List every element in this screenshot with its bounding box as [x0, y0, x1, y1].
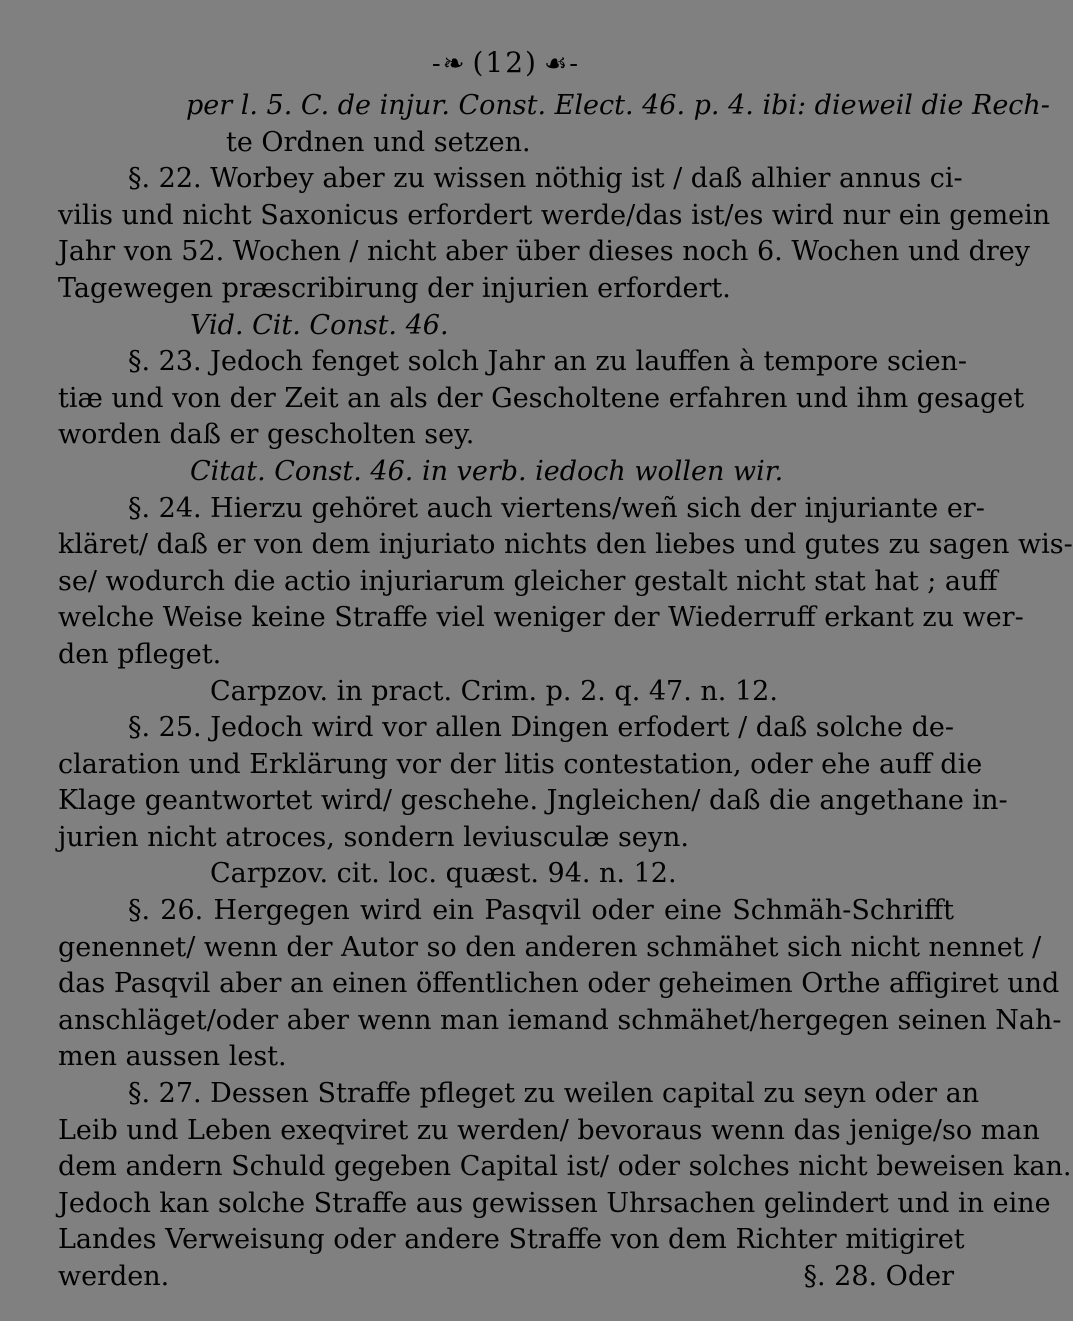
- text-line: Landes Verweisung oder andere Straffe von dem Richter mitigiret: [58, 1224, 965, 1256]
- text-line: kläret/ daß er von dem injuriato nichts den liebes und gutes zu sagen wis-: [58, 529, 1073, 561]
- text-line: claration und Erklärung vor der litis contestation, oder ehe auff die: [58, 748, 983, 780]
- citation-line: Carpzov. in pract. Crim. p. 2. q. 47. n. 12.: [210, 675, 778, 707]
- text-line: §. 27. Dessen Straffe pfleget zu weilen capital zu seyn oder an: [128, 1078, 980, 1110]
- citation-line: Carpzov. cit. loc. quæst. 94. n. 12.: [210, 858, 677, 890]
- text-line: den pfleget.: [58, 638, 222, 670]
- catchword: §. 28. Oder: [803, 1261, 954, 1292]
- text-line: Klage geantwortet wird/ geschehe. Jngleichen/ daß die angethane in-: [58, 785, 1008, 817]
- citation-line: Vid. Cit. Const. 46.: [190, 309, 449, 341]
- text-line: §. 25. Jedoch wird vor allen Dingen erfodert / daß solche de-: [128, 712, 954, 744]
- text-line: per l. 5. C. de injur. Const. Elect. 46. p. 4. ibi: dieweil die Rech-: [186, 90, 1050, 121]
- text-line: §. 22. Worbey aber zu wissen nöthig ist / daß alhier annus ci-: [128, 163, 963, 195]
- text-line: men aussen lest.: [58, 1041, 287, 1073]
- page-header: [58, 38, 954, 88]
- text-line: dem andern Schuld gegeben Capital ist/ oder solches nicht beweisen kan.: [58, 1151, 1072, 1183]
- text-line: jurien nicht atroces, sondern leviusculæ seyn.: [58, 821, 690, 853]
- text-line: werden.: [58, 1261, 170, 1292]
- text-line: Jahr von 52. Wochen / nicht aber über dieses noch 6. Wochen und drey: [58, 236, 1031, 268]
- text-line: Tagewegen præscribirung der injurien erfordert.: [58, 272, 731, 304]
- text-line: se/ wodurch die actio injuriarum gleicher gestalt nicht stat hat ; auff: [58, 565, 998, 597]
- text-line: §. 23. Jedoch fenget solch Jahr an zu lauffen à tempore scien-: [128, 346, 968, 378]
- text-line: anschläget/oder aber wenn man iemand schmähet/hergegen seinen Nah-: [58, 1004, 1062, 1036]
- text-line: tiæ und von der Zeit an als der Gescholtene erfahren und ihm gesaget: [58, 382, 1025, 414]
- text-line: genennet/ wenn der Autor so den anderen schmähet sich nicht nennet /: [58, 931, 1042, 963]
- text-line: welche Weise keine Straffe viel weniger der Wiederruff erkant zu wer-: [58, 602, 1024, 634]
- text-line: §. 24. Hierzu gehöret auch viertens/weñ sich der injuriante er-: [128, 492, 985, 524]
- text-line: vilis und nicht Saxonicus erfordert werde/das ist/es wird nur ein gemein: [58, 199, 1051, 231]
- text-line: §. 26. Hergegen wird ein Pasqvil oder eine Schmäh-Schrifft: [128, 895, 954, 927]
- header-ornament-right: ☙-: [543, 49, 581, 79]
- final-line: [58, 1259, 954, 1296]
- page-number: (12): [472, 46, 538, 79]
- text-line: Leib und Leben exeqviret zu werden/ bevoraus wenn das jenige/so man: [58, 1114, 1040, 1146]
- header-ornament-left: -❧: [431, 49, 467, 79]
- citation-line: Citat. Const. 46. in verb. iedoch wollen wir.: [190, 455, 784, 487]
- text-line: Jedoch kan solche Straffe aus gewissen Uhrsachen gelindert und in eine: [58, 1187, 1051, 1219]
- text-line: te Ordnen und setzen.: [226, 126, 531, 158]
- text-line: das Pasqvil aber an einen öffentlichen oder geheimen Orthe affigiret und: [58, 968, 1060, 1000]
- text-line: worden daß er gescholten sey.: [58, 419, 475, 451]
